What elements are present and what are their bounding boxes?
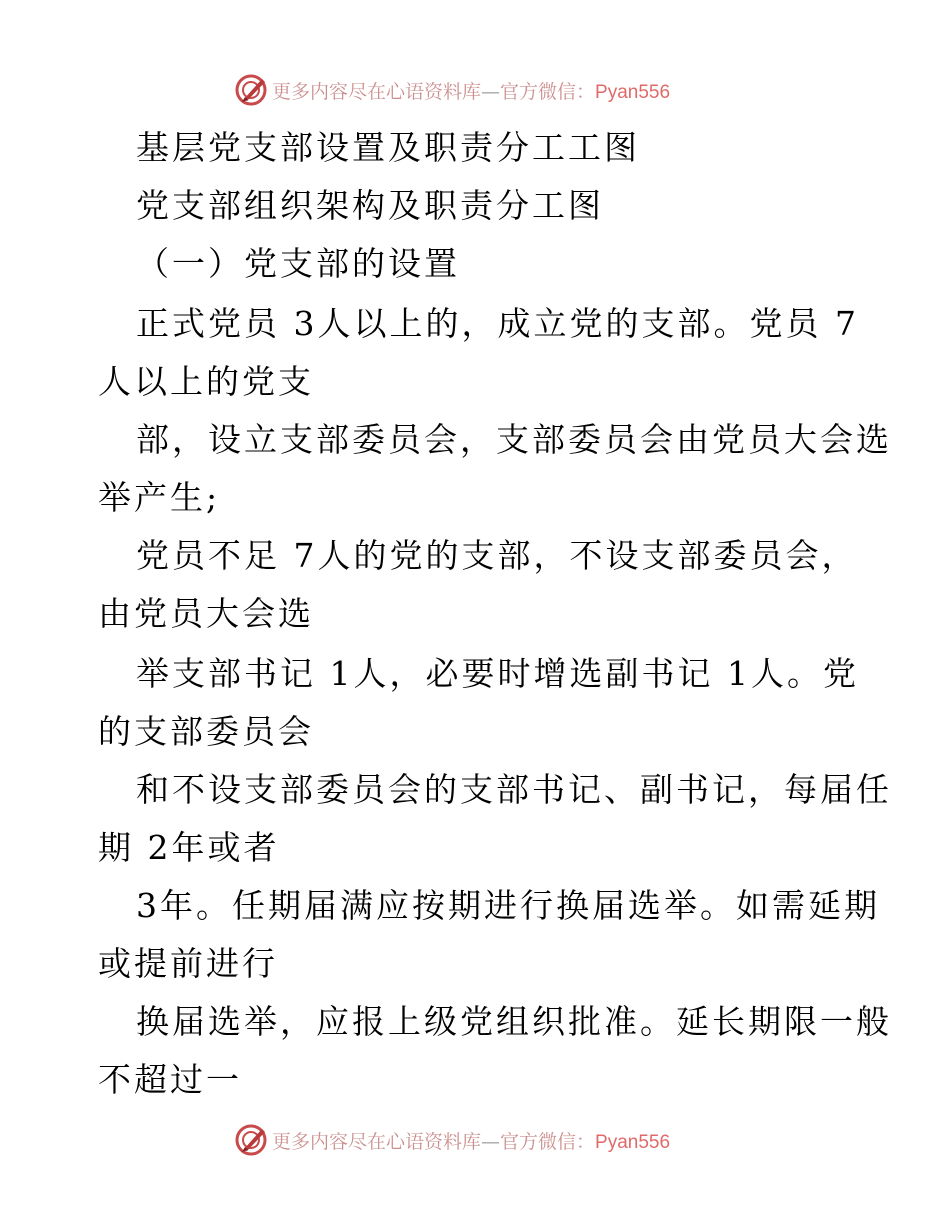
paragraph-line: 党员不足 7人的党的支部，不设支部委员会， (136, 536, 858, 575)
quill-seal-icon (234, 73, 268, 107)
paragraph-line: 或提前进行 (98, 944, 278, 983)
watermark-text: 更多内容尽在心语资料库—官方微信：Pyan556 (272, 1130, 671, 1153)
document-subtitle: 党支部组织架构及职责分工图 (136, 186, 604, 225)
footer-watermark (234, 1122, 754, 1158)
paragraph-line: 正式党员 3人以上的，成立党的支部。党员 7 (136, 304, 859, 343)
paragraph-line: 期 2年或者 (98, 828, 280, 867)
paragraph-line: 人以上的党支 (98, 362, 314, 401)
paragraph-line: 换届选举，应报上级党组织批准。延长期限一般 (136, 1002, 892, 1041)
document-title: 基层党支部设置及职责分工工图 (136, 128, 640, 167)
paragraph-line: 和不设支部委员会的支部书记、副书记，每届任 (136, 770, 892, 809)
paragraph-line: 举支部书记 1人，必要时增选副书记 1人。党 (136, 654, 859, 693)
paragraph-line: 由党员大会选 (98, 594, 314, 633)
paragraph-line: 举产生; (98, 478, 221, 517)
paragraph-line: 部，设立支部委员会，支部委员会由党员大会选 (136, 420, 892, 459)
header-watermark (234, 72, 754, 108)
section-heading: （一）党支部的设置 (136, 244, 460, 283)
quill-seal-icon (234, 1123, 268, 1157)
paragraph-line: 不超过一 (98, 1060, 242, 1099)
paragraph-line: 的支部委员会 (98, 712, 314, 751)
watermark-text: 更多内容尽在心语资料库—官方微信：Pyan556 (272, 80, 671, 103)
paragraph-line: 3年。任期届满应按期进行换届选举。如需延期 (136, 886, 880, 925)
